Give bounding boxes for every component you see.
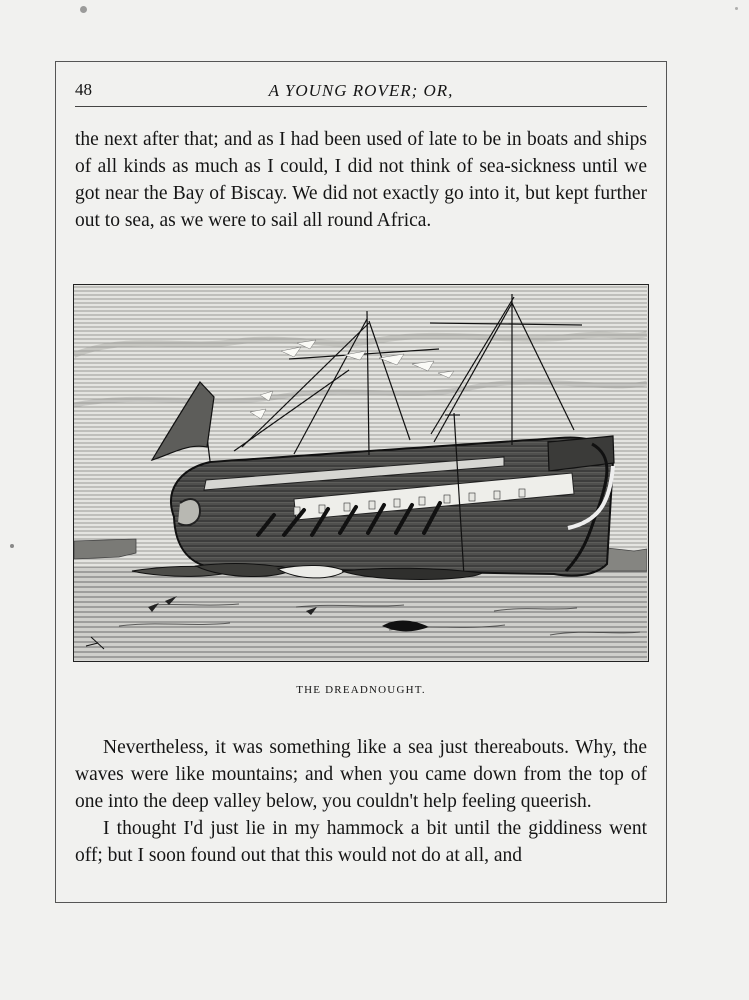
page-number: 48: [75, 80, 92, 99]
paper-spot: [10, 544, 14, 548]
ship-illustration: [73, 284, 649, 662]
ship-engraving-icon: [74, 285, 647, 660]
paragraph-nevertheless: Nevertheless, it was something like a sea just thereabouts. Why, the waves were like mountains; and when you came down from the top of one into the deep valley below, you couldn't help feeling queerish.: [75, 737, 647, 812]
running-title: A YOUNG ROVER; OR,: [268, 81, 454, 100]
page-header: [75, 80, 647, 107]
bottom-text-block: [75, 734, 647, 869]
paragraph-top: the next after that; and as I had been used of late to be in boats and ships of all kinds as much as I could, I did not think of sea-sickness until we got near the Bay of Biscay. We did not exactly go into it, but kept further out to sea, as we were to sail all round Africa.: [75, 129, 647, 231]
top-text-block: [75, 126, 647, 234]
illustration-caption: THE DREADNOUGHT.: [296, 684, 426, 696]
paper-spot: [735, 7, 738, 10]
paper-spot: [80, 6, 87, 13]
paragraph-hammock: I thought I'd just lie in my hammock a bit until the giddiness went off; but I soon found out that this would not do at all, and: [75, 818, 647, 866]
